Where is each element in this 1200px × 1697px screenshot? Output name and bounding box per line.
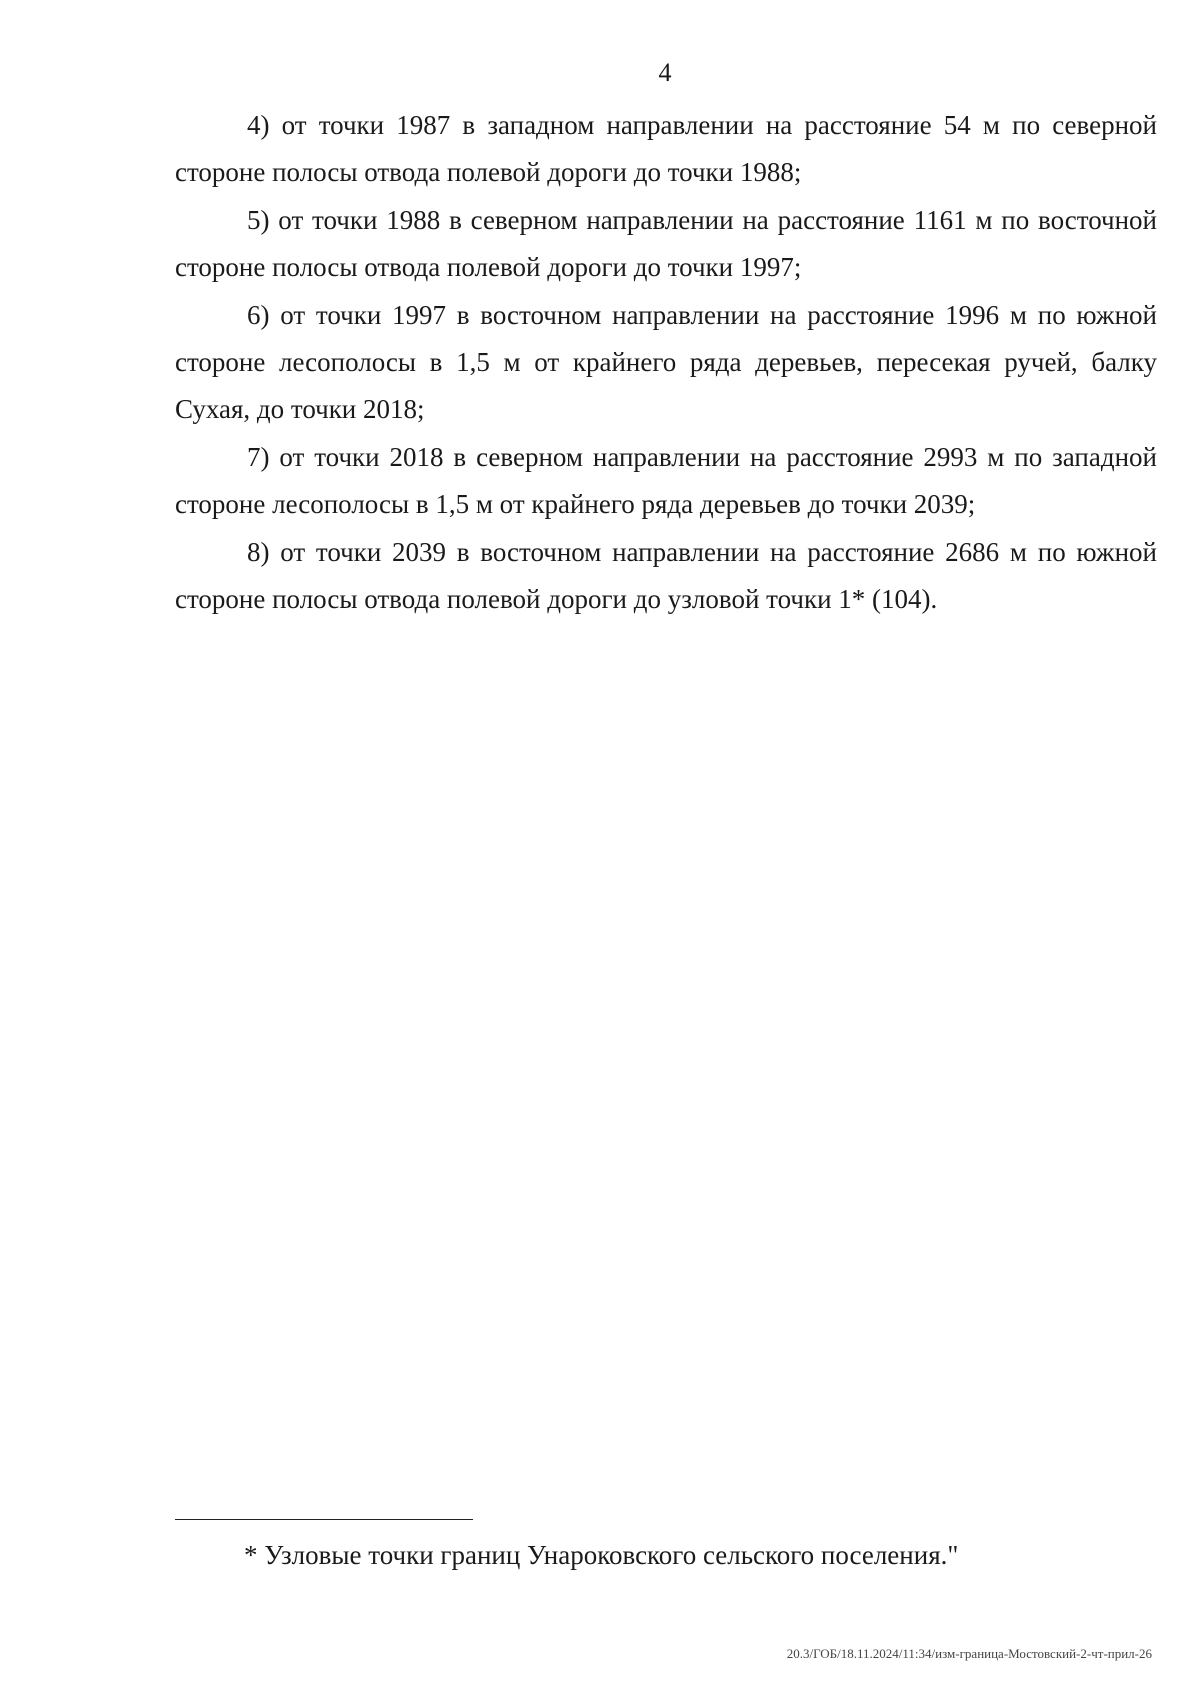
footnote-divider	[175, 1519, 473, 1520]
paragraph-item-6: 6) от точки 1997 в восточном направлении на расстояние 1996 м по южной стороне лесополосы в 1,5 м от крайнего ряда деревьев, пересекая ручей, балку Сухая, до точки 2018;	[175, 299, 1157, 425]
paragraph-item-7: 7) от точки 2018 в северном направлении на расстояние 2993 м по западной стороне лесополосы в 1,5 м от крайнего ряда деревьев до точки 2039;	[175, 441, 1157, 520]
document-body	[175, 102, 1157, 623]
page-number: 4	[658, 58, 672, 87]
paragraph-item-5: 5) от точки 1988 в северном направлении на расстояние 1161 м по восточной стороне полосы отвода полевой дороги до точки 1997;	[175, 204, 1157, 283]
footnote-text: * Узловые точки границ Унароковского сельского поселения."	[244, 1540, 959, 1570]
paragraph-item-4: 4) от точки 1987 в западном направлении на расстояние 54 м по северной стороне полосы отвода полевой дороги до точки 1988;	[175, 110, 1157, 188]
paragraph-item-8: 8) от точки 2039 в восточном направлении на расстояние 2686 м по южной стороне полосы отвода полевой дороги до узловой точки 1* (104).	[175, 536, 1157, 615]
document-identifier: 20.3/ГОБ/18.11.2024/11:34/изм-граница-Мостовский-2-чт-прил-26	[786, 1646, 1152, 1661]
